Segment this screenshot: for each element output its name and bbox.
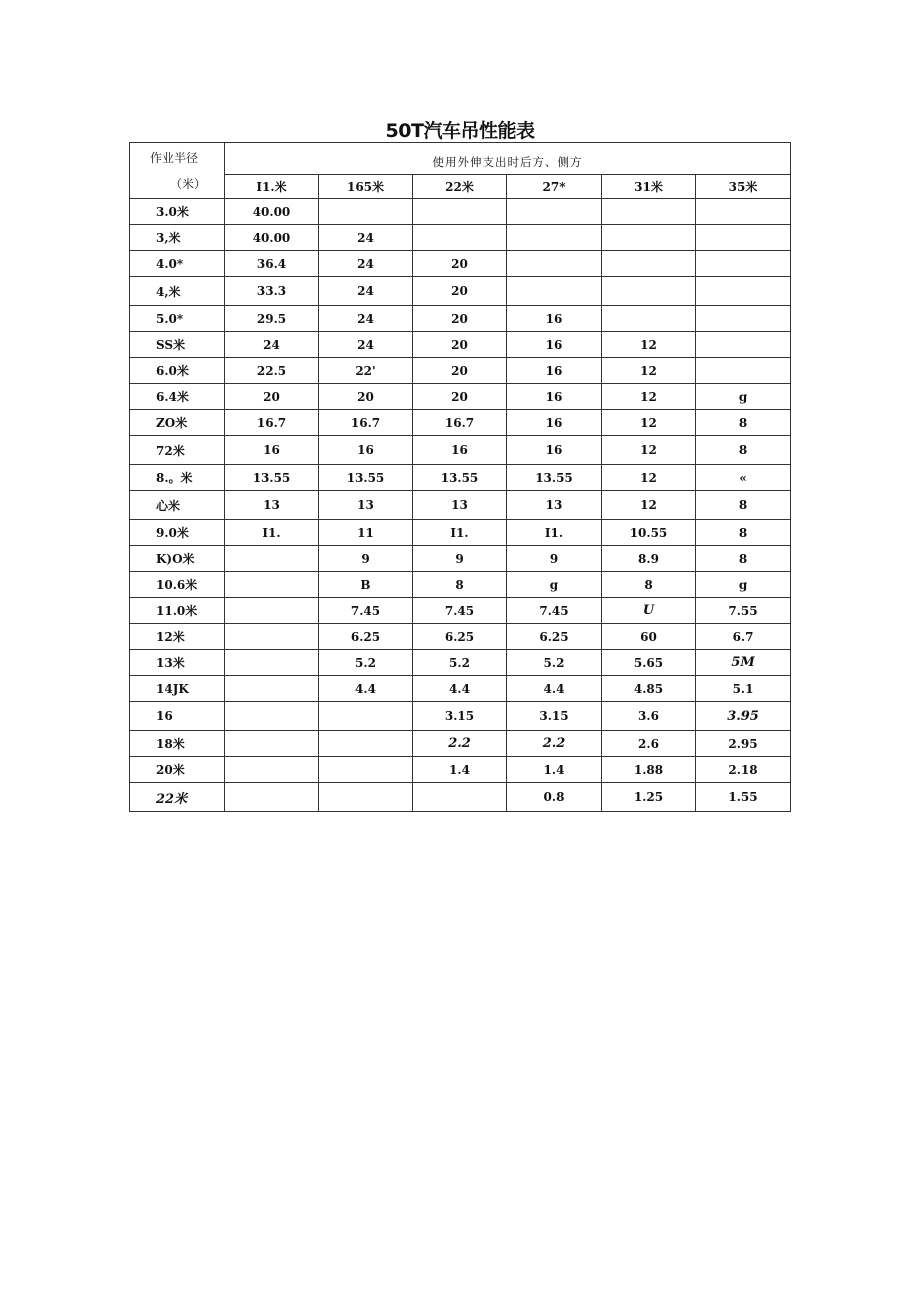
capacity-cell: 20 (413, 277, 507, 306)
table-row (130, 546, 791, 572)
table-row (130, 251, 791, 277)
table-row (130, 491, 791, 520)
capacity-cell: 36.4 (225, 251, 319, 277)
table-row (130, 410, 791, 436)
capacity-cell (696, 199, 791, 225)
capacity-cell: g (696, 572, 791, 598)
capacity-cell: 2.6 (602, 731, 696, 757)
capacity-cell: 12 (602, 491, 696, 520)
capacity-cell (319, 702, 413, 731)
radius-cell: 14JK (130, 676, 225, 702)
capacity-cell (225, 624, 319, 650)
capacity-cell (225, 783, 319, 812)
capacity-cell: 12 (602, 465, 696, 491)
radius-cell: 22米 (130, 783, 225, 812)
capacity-cell (413, 783, 507, 812)
capacity-cell: 8 (413, 572, 507, 598)
capacity-cell: 20 (413, 306, 507, 332)
capacity-cell: 16.7 (319, 410, 413, 436)
radius-cell: K)O米 (130, 546, 225, 572)
radius-cell: 72米 (130, 436, 225, 465)
capacity-cell (696, 277, 791, 306)
capacity-cell: 13 (507, 491, 602, 520)
capacity-cell: 24 (319, 251, 413, 277)
capacity-cell: 5.2 (507, 650, 602, 676)
capacity-cell: 13 (225, 491, 319, 520)
capacity-cell: 5.2 (413, 650, 507, 676)
capacity-cell: 1.25 (602, 783, 696, 812)
capacity-cell: 1.55 (696, 783, 791, 812)
table-row (130, 465, 791, 491)
capacity-cell: 6.25 (319, 624, 413, 650)
capacity-cell: 2.95 (696, 731, 791, 757)
capacity-cell: 6.25 (413, 624, 507, 650)
capacity-cell (413, 225, 507, 251)
capacity-cell: 8 (696, 491, 791, 520)
radius-cell: 8.。米 (130, 465, 225, 491)
table-row (130, 384, 791, 410)
radius-cell: 5.0* (130, 306, 225, 332)
boom-length-header: 31米 (602, 175, 696, 199)
page-title: 50T汽车吊性能表 (385, 120, 535, 142)
capacity-cell: 13.55 (225, 465, 319, 491)
table-row (130, 436, 791, 465)
capacity-cell: 3.95 (696, 702, 791, 731)
capacity-cell (602, 199, 696, 225)
capacity-cell: 60 (602, 624, 696, 650)
capacity-cell: 2.2 (507, 731, 602, 757)
capacity-cell (319, 731, 413, 757)
capacity-cell: 22' (319, 358, 413, 384)
capacity-cell: 3.15 (507, 702, 602, 731)
capacity-cell: 7.45 (319, 598, 413, 624)
capacity-cell (225, 757, 319, 783)
table-row (130, 598, 791, 624)
capacity-cell: 20 (225, 384, 319, 410)
table-row (130, 702, 791, 731)
table-row (130, 731, 791, 757)
capacity-cell (225, 731, 319, 757)
capacity-cell (413, 199, 507, 225)
capacity-cell: 40.00 (225, 199, 319, 225)
boom-length-header: I1.米 (225, 175, 319, 199)
radius-cell: 10.6米 (130, 572, 225, 598)
radius-cell: 4,米 (130, 277, 225, 306)
capacity-cell (507, 277, 602, 306)
radius-cell: SS米 (130, 332, 225, 358)
capacity-cell: 4.85 (602, 676, 696, 702)
crane-performance-table (129, 142, 791, 812)
radius-cell: 12米 (130, 624, 225, 650)
table-row (130, 225, 791, 251)
table-row (130, 757, 791, 783)
capacity-cell (225, 650, 319, 676)
capacity-cell: 8 (696, 436, 791, 465)
capacity-cell: 16 (507, 358, 602, 384)
capacity-cell: 24 (319, 225, 413, 251)
table-row (130, 676, 791, 702)
capacity-cell: 16 (507, 332, 602, 358)
table-row (130, 650, 791, 676)
capacity-cell: 16 (507, 384, 602, 410)
capacity-cell: 13.55 (507, 465, 602, 491)
capacity-cell: 4.4 (319, 676, 413, 702)
capacity-cell: 8 (696, 520, 791, 546)
capacity-cell: 7.55 (696, 598, 791, 624)
radius-cell: 16 (130, 702, 225, 731)
capacity-cell (696, 358, 791, 384)
capacity-cell: 29.5 (225, 306, 319, 332)
capacity-cell (507, 225, 602, 251)
capacity-cell (319, 199, 413, 225)
capacity-cell: 1.4 (413, 757, 507, 783)
capacity-cell: I1. (413, 520, 507, 546)
capacity-cell: 16 (225, 436, 319, 465)
header-row-2 (130, 175, 791, 199)
capacity-cell: 20 (413, 384, 507, 410)
capacity-cell (602, 225, 696, 251)
capacity-cell: 5.65 (602, 650, 696, 676)
capacity-cell: 6.7 (696, 624, 791, 650)
radius-cell: 心米 (130, 491, 225, 520)
capacity-cell (225, 546, 319, 572)
capacity-cell (225, 676, 319, 702)
capacity-cell (225, 572, 319, 598)
capacity-cell (319, 783, 413, 812)
capacity-cell: 7.45 (413, 598, 507, 624)
radius-cell: 13米 (130, 650, 225, 676)
capacity-cell: 16 (413, 436, 507, 465)
capacity-cell (602, 306, 696, 332)
capacity-cell: 16 (319, 436, 413, 465)
capacity-cell: 9 (507, 546, 602, 572)
capacity-cell: 9 (319, 546, 413, 572)
capacity-cell (225, 702, 319, 731)
radius-header-cell (130, 143, 225, 199)
capacity-cell: g (696, 384, 791, 410)
capacity-cell: 16 (507, 436, 602, 465)
capacity-cell: U (602, 598, 696, 624)
capacity-cell: 5.1 (696, 676, 791, 702)
capacity-cell: 11 (319, 520, 413, 546)
table-row (130, 332, 791, 358)
capacity-cell: 7.45 (507, 598, 602, 624)
capacity-cell: 9 (413, 546, 507, 572)
capacity-cell: 24 (319, 332, 413, 358)
capacity-cell (696, 225, 791, 251)
capacity-cell: 6.25 (507, 624, 602, 650)
radius-cell: 6.4米 (130, 384, 225, 410)
capacity-cell: 16.7 (225, 410, 319, 436)
capacity-cell: 4.4 (413, 676, 507, 702)
radius-header-label: 作业半径 (150, 150, 199, 165)
table-row (130, 358, 791, 384)
table-row (130, 572, 791, 598)
radius-cell: 3,米 (130, 225, 225, 251)
header-row-1 (130, 143, 791, 175)
capacity-cell: 16 (507, 306, 602, 332)
boom-length-header: 35米 (696, 175, 791, 199)
capacity-cell: 13 (319, 491, 413, 520)
capacity-cell: B (319, 572, 413, 598)
boom-length-header: 27* (507, 175, 602, 199)
capacity-cell (602, 277, 696, 306)
capacity-cell: 13 (413, 491, 507, 520)
capacity-cell: 12 (602, 410, 696, 436)
capacity-cell: 8 (696, 410, 791, 436)
table-row (130, 199, 791, 225)
capacity-cell: 0.8 (507, 783, 602, 812)
capacity-cell: 4.4 (507, 676, 602, 702)
capacity-cell: g (507, 572, 602, 598)
capacity-cell: 13.55 (319, 465, 413, 491)
capacity-cell (507, 251, 602, 277)
capacity-cell: 33.3 (225, 277, 319, 306)
capacity-cell: 8 (696, 546, 791, 572)
capacity-cell: 8.9 (602, 546, 696, 572)
capacity-cell: 1.88 (602, 757, 696, 783)
radius-cell: ZO米 (130, 410, 225, 436)
capacity-cell: 20 (413, 251, 507, 277)
table-row (130, 306, 791, 332)
outrigger-header: 使用外伸支出时后方、侧方 (225, 143, 791, 175)
capacity-cell: 10.55 (602, 520, 696, 546)
capacity-cell (696, 332, 791, 358)
radius-cell: 3.0米 (130, 199, 225, 225)
boom-length-header: 165米 (319, 175, 413, 199)
capacity-cell: 20 (413, 332, 507, 358)
capacity-cell: 5.2 (319, 650, 413, 676)
capacity-cell: 2.18 (696, 757, 791, 783)
capacity-cell: 8 (602, 572, 696, 598)
radius-cell: 11.0米 (130, 598, 225, 624)
capacity-cell: I1. (507, 520, 602, 546)
capacity-cell: 13.55 (413, 465, 507, 491)
radius-cell: 6.0米 (130, 358, 225, 384)
capacity-cell: 12 (602, 436, 696, 465)
table-row (130, 624, 791, 650)
capacity-cell: 24 (319, 306, 413, 332)
capacity-cell: 2.2 (413, 731, 507, 757)
capacity-cell: 3.15 (413, 702, 507, 731)
capacity-cell (319, 757, 413, 783)
capacity-cell: 20 (413, 358, 507, 384)
table-row (130, 520, 791, 546)
capacity-cell (507, 199, 602, 225)
capacity-cell: 20 (319, 384, 413, 410)
radius-cell: 9.0米 (130, 520, 225, 546)
capacity-cell: « (696, 465, 791, 491)
capacity-cell: 16 (507, 410, 602, 436)
capacity-cell: 12 (602, 384, 696, 410)
capacity-cell: 12 (602, 332, 696, 358)
capacity-cell: 5M (696, 650, 791, 676)
radius-cell: 20米 (130, 757, 225, 783)
boom-length-header: 22米 (413, 175, 507, 199)
capacity-cell (696, 306, 791, 332)
table-row (130, 277, 791, 306)
radius-header-unit: （米） (170, 176, 207, 191)
capacity-cell (225, 598, 319, 624)
capacity-cell: 40.00 (225, 225, 319, 251)
capacity-cell: 1.4 (507, 757, 602, 783)
capacity-cell: 12 (602, 358, 696, 384)
capacity-cell: 24 (319, 277, 413, 306)
capacity-cell: 22.5 (225, 358, 319, 384)
table-row (130, 783, 791, 812)
radius-cell: 18米 (130, 731, 225, 757)
capacity-cell: 24 (225, 332, 319, 358)
capacity-cell: 16.7 (413, 410, 507, 436)
radius-cell: 4.0* (130, 251, 225, 277)
capacity-cell: 3.6 (602, 702, 696, 731)
capacity-cell (602, 251, 696, 277)
capacity-cell: I1. (225, 520, 319, 546)
capacity-cell (696, 251, 791, 277)
